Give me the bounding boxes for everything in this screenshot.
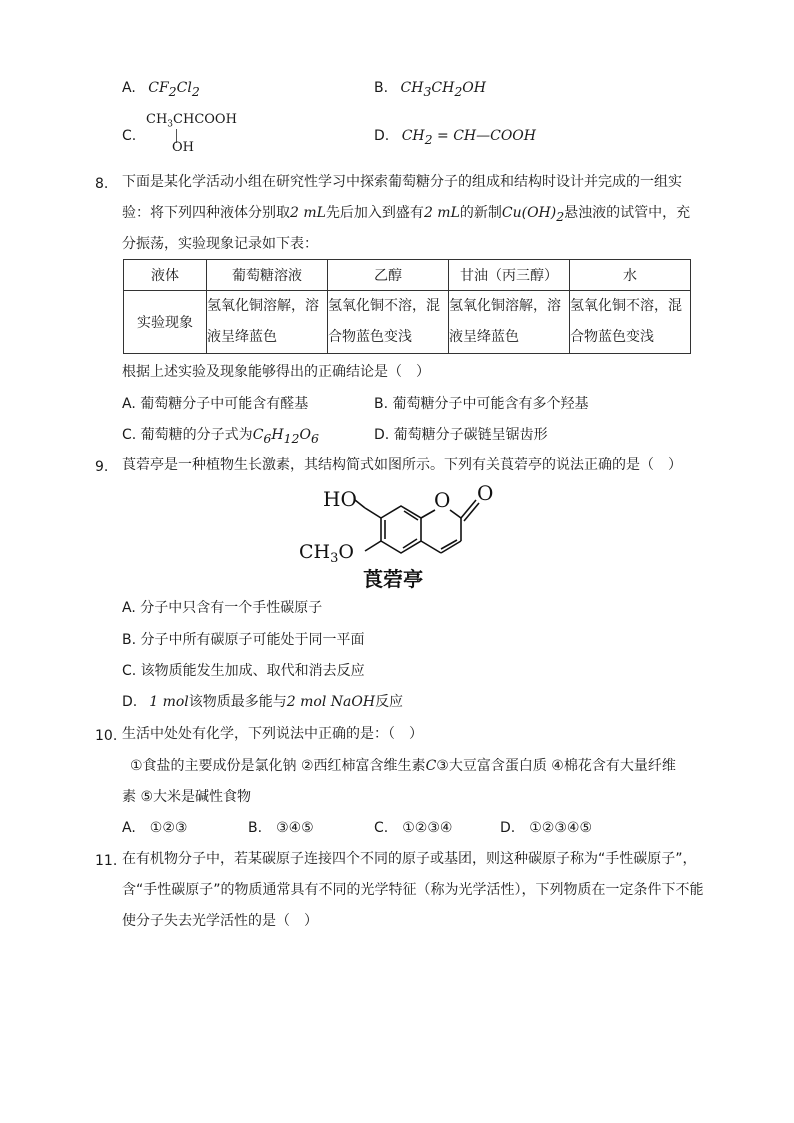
- table-header-cell: 甘油（丙三醇）: [449, 260, 570, 291]
- table-header-row: [124, 260, 691, 291]
- q7-option-c-label[interactable]: C.: [122, 128, 137, 144]
- table-header-cell: 乙醇: [328, 260, 449, 291]
- q10-number: 10.: [95, 728, 118, 744]
- q8-stem-line3: 分振荡，实验现象记录如下表：: [122, 236, 318, 252]
- q7-option-a[interactable]: [122, 78, 200, 102]
- q7-option-b[interactable]: [374, 78, 486, 102]
- q10-stem: 生活中处处有化学，下列说法中正确的是：（ ）: [122, 726, 423, 742]
- q11-line1: 在有机物分子中，若某碳原子连接四个不同的原子或基团，则这种碳原子称为“手性碳原子”，: [122, 851, 697, 867]
- q9-option-d[interactable]: D. 1 mol该物质最多能与2 mol NaOH反应: [122, 694, 404, 710]
- q7-option-a-label: A.: [122, 80, 136, 96]
- q9-option-c[interactable]: C. 该物质能发生加成、取代和消去反应: [122, 663, 365, 679]
- q8-option-a[interactable]: A. 葡萄糖分子中可能含有醛基: [122, 396, 309, 412]
- q7-option-d-label: D.: [374, 128, 390, 144]
- q7-option-d-formula: $CH_2$ = CH—COOH: [401, 128, 536, 147]
- q8-stem-line2: 验：将下列四种液体分别取2 mL先后加入到盛有2 mL的新制$Cu(OH)_2$悬浊液的试管中，充: [122, 205, 691, 224]
- q8-number: 8.: [95, 176, 109, 192]
- q9-number: 9.: [95, 459, 109, 475]
- table-row: [124, 291, 691, 354]
- struct-keto-o-label: O: [477, 481, 494, 505]
- q7-option-c-bottom: OH: [172, 140, 194, 155]
- q10-option-a[interactable]: A. ①②③: [122, 820, 188, 836]
- q11-line3: 使分子失去光学活性的是（ ）: [122, 913, 318, 929]
- q10-option-c[interactable]: C. ①②③④: [374, 820, 453, 836]
- q8-experiment-table: [123, 259, 691, 354]
- struct-caption: 莨菪亭: [363, 567, 423, 591]
- table-cell: 氢氧化铜不溶，混合物蓝色变浅: [570, 291, 691, 354]
- struct-ring-o-label: O: [434, 488, 451, 512]
- q10-option-b[interactable]: B. ③④⑤: [248, 820, 314, 836]
- q7-option-c-structure: [146, 112, 246, 158]
- q10-items-line1: ①食盐的主要成份是氯化钠 ②西红柿富含维生素C③大豆富含蛋白质 ④棉花含有大量纤维: [130, 758, 676, 774]
- q10-items-line2: 素 ⑤大米是碱性食物: [122, 789, 252, 805]
- q11-line2: 含“手性碳原子”的物质通常具有不同的光学特征（称为光学活性），下列物质在一定条件下不能: [122, 882, 704, 898]
- table-cell: 氢氧化铜溶解，溶液呈绛蓝色: [449, 291, 570, 354]
- table-header-cell: 液体: [124, 260, 207, 291]
- table-cell: 氢氧化铜溶解，溶液呈绛蓝色: [207, 291, 328, 354]
- q10-option-d[interactable]: D. ①②③④⑤: [500, 820, 592, 836]
- table-header-cell: 葡萄糖溶液: [207, 260, 328, 291]
- q7-option-c-top: $CH_3CHCOOH$: [146, 112, 237, 130]
- q9-stem: 莨菪亭是一种植物生长激素，其结构简式如图所示。下列有关莨菪亭的说法正确的是（ ）: [122, 457, 682, 473]
- struct-ch3o-label: $CH_3O$: [299, 541, 354, 566]
- table-row-label: 实验现象: [124, 291, 207, 354]
- q11-number: 11.: [95, 853, 118, 869]
- q7-option-a-formula: $CF_2Cl_2$: [148, 80, 200, 99]
- q7-option-d[interactable]: [374, 126, 536, 150]
- table-header-cell: 水: [570, 260, 691, 291]
- struct-ho-label: HO: [323, 487, 357, 511]
- q9-option-b[interactable]: B. 分子中所有碳原子可能处于同一平面: [122, 632, 365, 648]
- q8-option-d[interactable]: D. 葡萄糖分子碳链呈锯齿形: [374, 427, 548, 443]
- q8-stem-line1: 下面是某化学活动小组在研究性学习中探索葡萄糖分子的组成和结构时设计并完成的一组实: [122, 174, 682, 190]
- q8-option-b[interactable]: B. 葡萄糖分子中可能含有多个羟基: [374, 396, 589, 412]
- q9-option-a[interactable]: A. 分子中只含有一个手性碳原子: [122, 600, 323, 616]
- table-cell: 氢氧化铜不溶，混合物蓝色变浅: [328, 291, 449, 354]
- q7-option-b-label: B.: [374, 80, 389, 96]
- q8-option-c-formula: $C_6H_{12}O_6$: [252, 427, 319, 446]
- q7-option-b-formula: $CH_3CH_2OH$: [400, 80, 486, 99]
- q8-option-c[interactable]: C. 葡萄糖的分子式为$C_6H_{12}O_6$: [122, 427, 319, 446]
- scopoletin-structure-diagram: [295, 476, 505, 594]
- q8-conclusion: 根据上述实验及现象能够得出的正确结论是（ ）: [122, 364, 430, 380]
